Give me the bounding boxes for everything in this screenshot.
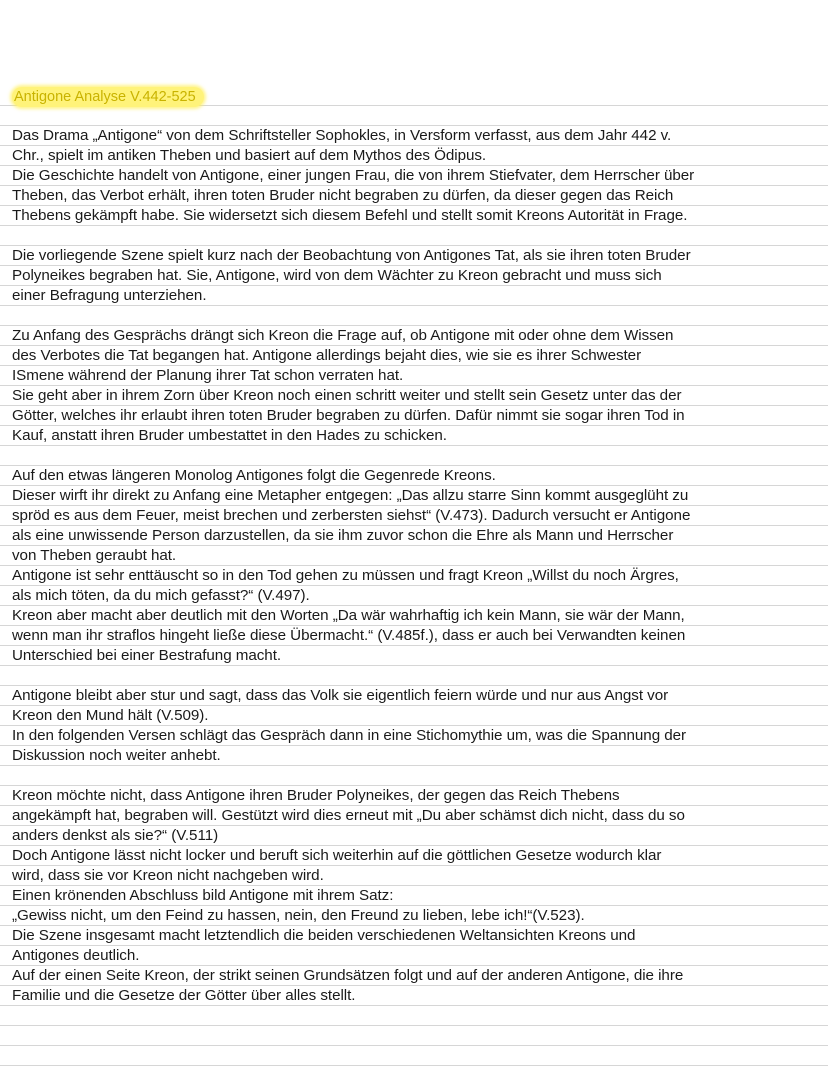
text-line: Kreon den Mund hält (V.509). <box>12 707 209 724</box>
text-line: des Verbotes die Tat begangen hat. Antigone allerdings bejaht dies, wie sie es ihrer Schwester <box>12 347 642 364</box>
text-line: Kauf, anstatt ihren Bruder umbestattet in den Hades zu schicken. <box>12 427 447 444</box>
paragraph-conclusion <box>12 786 822 1006</box>
text-line: Kreon möchte nicht, dass Antigone ihren Bruder Polyneikes, der gegen das Reich Thebens <box>12 787 620 804</box>
paragraph-dialogue-start <box>12 326 822 446</box>
text-line: Antigones deutlich. <box>12 947 140 964</box>
text-line: angekämpft hat, begraben will. Gestützt wird dies erneut mit „Du aber schämst dich nicht, dass du so <box>12 807 685 824</box>
text-line: von Theben geraubt hat. <box>12 547 177 564</box>
text-line: „Gewiss nicht, um den Feind zu hassen, nein, den Freund zu lieben, lebe ich!“(V.523). <box>12 907 585 924</box>
title-line <box>12 86 822 106</box>
paragraph-scene <box>12 246 822 306</box>
text-line: Dieser wirft ihr direkt zu Anfang eine Metapher entgegen: „Das allzu starre Sinn kommt ausgeglüht zu <box>12 487 689 504</box>
text-line: anders denkst als sie?“ (V.511) <box>12 827 219 844</box>
text-line: Unterschied bei einer Bestrafung macht. <box>12 647 282 664</box>
paragraph-kreon-reply <box>12 466 822 666</box>
text-line: Einen krönenden Abschluss bild Antigone mit ihrem Satz: <box>12 887 394 904</box>
text-line: Doch Antigone lässt nicht locker und beruft sich weiterhin auf die göttlichen Gesetze wodurch klar <box>12 847 662 864</box>
text-line: Antigone bleibt aber stur und sagt, dass das Volk sie eigentlich feiern würde und nur aus Angst vor <box>12 687 669 704</box>
paragraph-stichomythia <box>12 686 822 766</box>
text-line: Familie und die Gesetze der Götter über alles stellt. <box>12 987 356 1004</box>
text-line: wird, dass sie vor Kreon nicht nachgeben wird. <box>12 867 324 884</box>
text-line: Das Drama „Antigone“ von dem Schriftsteller Sophokles, in Versform verfasst, aus dem Jahr 442 v. <box>12 127 672 144</box>
text-line: Theben, das Verbot erhält, ihren toten Bruder nicht begraben zu dürfen, da dieser gegen das Reich <box>12 187 674 204</box>
text-line: Auf der einen Seite Kreon, der strikt seinen Grundsätzen folgt und auf der anderen Antigone, die ihre <box>12 967 684 984</box>
text-line: In den folgenden Versen schlägt das Gespräch dann in eine Stichomythie um, was die Spannung der <box>12 727 687 744</box>
text-line: Die Szene insgesamt macht letztendlich die beiden verschiedenen Weltansichten Kreons und <box>12 927 636 944</box>
document-body <box>12 86 822 1006</box>
text-line: Götter, welches ihr erlaubt ihren toten Bruder begraben zu dürfen. Dafür nimmt sie sogar ihren Tod in <box>12 407 685 424</box>
text-line: Thebens gekämpft habe. Sie widersetzt sich diesem Befehl und stellt somit Kreons Autorität in Frage. <box>12 207 688 224</box>
text-line: Auf den etwas längeren Monolog Antigones folgt die Gegenrede Kreons. <box>12 467 496 484</box>
text-line: spröd es aus dem Feuer, meist brechen und zerbersten siehst“ (V.473). Dadurch versucht er Antigone <box>12 507 691 524</box>
text-line: Zu Anfang des Gesprächs drängt sich Kreon die Frage auf, ob Antigone mit oder ohne dem Wissen <box>12 327 674 344</box>
text-line: Chr., spielt im antiken Theben und basiert auf dem Mythos des Ödipus. <box>12 147 487 164</box>
paragraph-intro <box>12 126 822 226</box>
text-line: Antigone ist sehr enttäuscht so in den Tod gehen zu müssen und fragt Kreon „Willst du noch Ärgres, <box>12 567 679 584</box>
text-line: Die Geschichte handelt von Antigone, einer jungen Frau, die von ihrem Stiefvater, dem Herrscher über <box>12 167 695 184</box>
text-line: Kreon aber macht aber deutlich mit den Worten „Da wär wahrhaftig ich kein Mann, sie wär der Mann, <box>12 607 685 624</box>
text-line: wenn man ihr straflos hingeht ließe diese Übermacht.“ (V.485f.), dass er auch bei Verwandten keinen <box>12 627 686 644</box>
text-line: Diskussion noch weiter anhebt. <box>12 747 221 764</box>
text-line: Die vorliegende Szene spielt kurz nach der Beobachtung von Antigones Tat, als sie ihren toten Bruder <box>12 247 691 264</box>
document-title: Antigone Analyse V.442-525 <box>12 87 204 107</box>
text-line: als eine unwissende Person darzustellen, da sie ihm zuvor schon die Ehre als Mann und Herrscher <box>12 527 674 544</box>
text-line: einer Befragung unterziehen. <box>12 287 207 304</box>
text-line: ISmene während der Planung ihrer Tat schon verraten hat. <box>12 367 404 384</box>
text-line: Sie geht aber in ihrem Zorn über Kreon noch einen schritt weiter und stellt sein Gesetz unter das der <box>12 387 682 404</box>
text-line: Polyneikes begraben hat. Sie, Antigone, wird von dem Wächter zu Kreon gebracht und muss sich <box>12 267 662 284</box>
text-line: als mich töten, da du mich gefasst?“ (V.497). <box>12 587 310 604</box>
